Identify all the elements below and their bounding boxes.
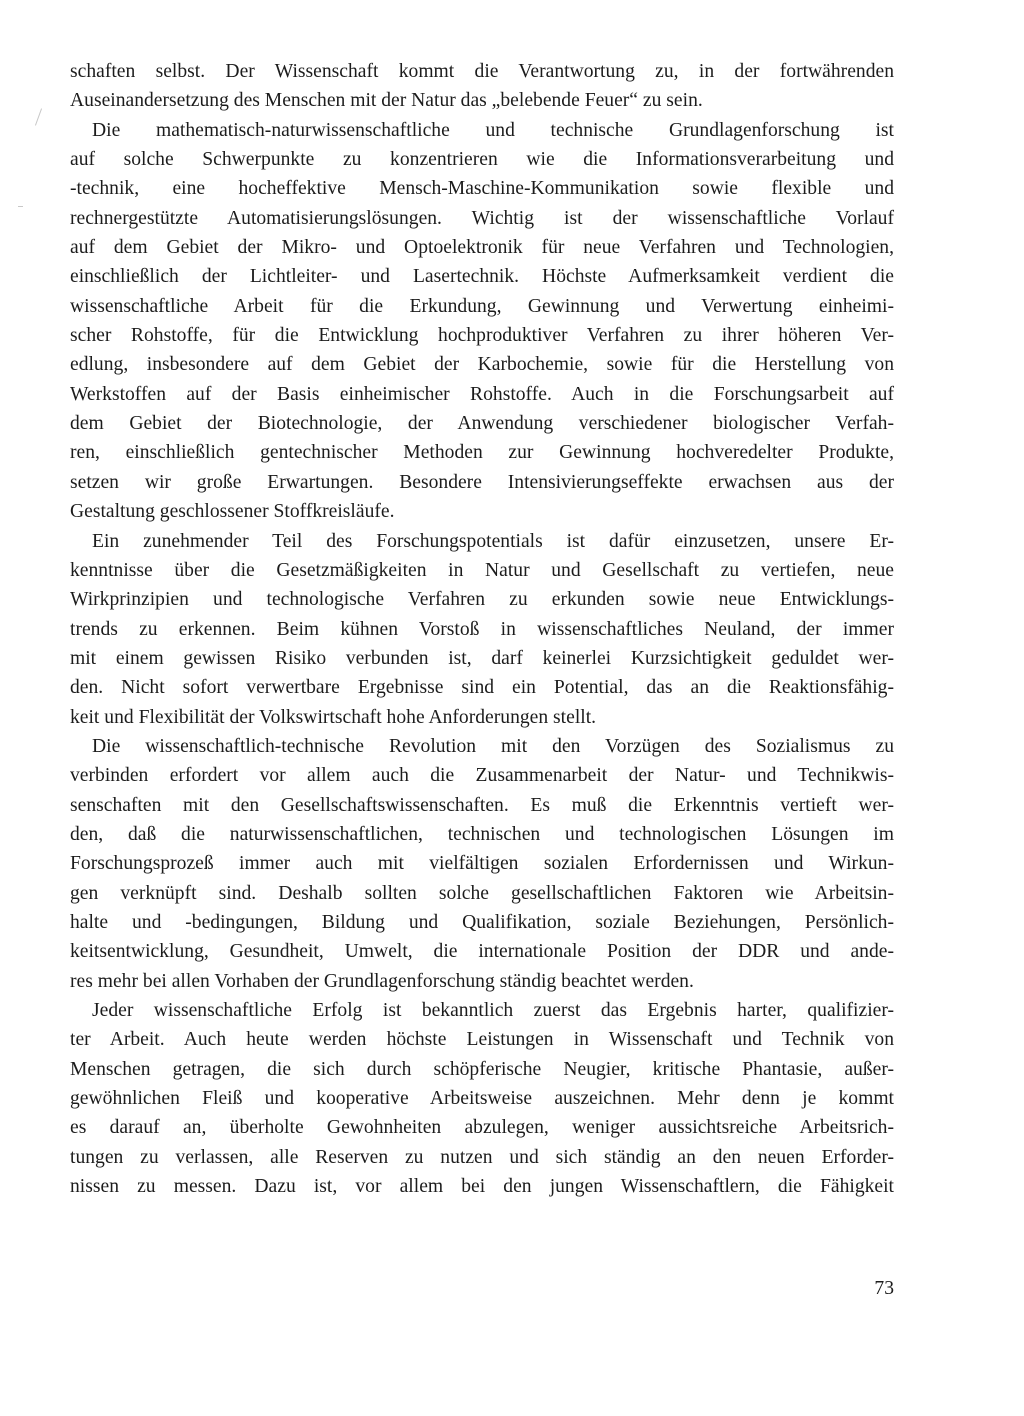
- margin-mark-top: [35, 108, 42, 125]
- text-line: einschließlich der Lichtleiter- und Lasertechnik. Höchste Aufmerksamkeit verdient die: [70, 266, 894, 288]
- text-line: senschaften mit den Gesellschaftswissenschaften. Es muß die Erkenntnis vertieft wer-: [70, 794, 894, 816]
- text-line: Wirkprinzipien und technologische Verfahren zu erkunden sowie neue Entwicklungs-: [70, 589, 894, 611]
- text-line: auf solche Schwerpunkte zu konzentrieren wie die Informationsverarbeitung und: [70, 149, 894, 171]
- text-line: Menschen getragen, die sich durch schöpferische Neugier, kritische Phantasie, außer-: [70, 1058, 894, 1080]
- text-line: tungen zu verlassen, alle Reserven zu nutzen und sich ständig an den neuen Erforder-: [70, 1146, 894, 1168]
- text-line: kenntnisse über die Gesetzmäßigkeiten in Natur und Gesellschaft zu vertiefen, neue: [70, 559, 894, 581]
- text-line: Werkstoffen auf der Basis einheimischer Rohstoffe. Auch in die Forschungsarbeit auf: [70, 383, 894, 405]
- text-line: Die mathematisch-naturwissenschaftliche und technische Grundlagenforschung ist: [92, 119, 894, 141]
- paragraph: [70, 996, 894, 1201]
- text-line: edlung, insbesondere auf dem Gebiet der Karbochemie, sowie für die Herstellung von: [70, 354, 894, 376]
- text-line: den, daß die naturwissenschaftlichen, technischen und technologischen Lösungen im: [70, 823, 894, 845]
- text-line: Forschungsprozeß immer auch mit vielfältigen sozialen Erfordernissen und Wirkun-: [70, 853, 894, 875]
- text-line: Jeder wissenschaftliche Erfolg ist bekanntlich zuerst das Ergebnis harter, qualifizier-: [92, 1000, 894, 1021]
- paragraph: [70, 732, 894, 996]
- paragraph: [70, 57, 894, 116]
- paragraph: [70, 527, 894, 732]
- text-line: es darauf an, überholte Gewohnheiten abzulegen, weniger aussichtsreiche Arbeitsrich-: [70, 1117, 894, 1139]
- text-line: Auseinandersetzung des Menschen mit der Natur das „belebende Feuer“ zu sein.: [70, 90, 703, 112]
- text-line: halte und -bedingungen, Bildung und Qualifikation, soziale Beziehungen, Persönlich-: [70, 911, 894, 933]
- text-line: res mehr bei allen Vorhaben der Grundlagenforschung ständig beachtet werden.: [70, 970, 694, 992]
- text-line: verbinden erfordert vor allem auch die Zusammenarbeit der Natur- und Technikwis-: [70, 765, 894, 787]
- text-line: nissen zu messen. Dazu ist, vor allem bei den jungen Wissenschaftlern, die Fähigkeit: [70, 1176, 894, 1198]
- text-line: wissenschaftliche Arbeit für die Erkundung, Gewinnung und Verwertung einheimi-: [70, 295, 894, 317]
- text-line: keit und Flexibilität der Volkswirtschaft hohe Anforderungen stellt.: [70, 706, 597, 728]
- text-line: Ein zunehmender Teil des Forschungspotentials ist dafür einzusetzen, unsere Er-: [92, 530, 894, 552]
- text-line: Die wissenschaftlich-technische Revolution mit den Vorzügen des Sozialismus zu: [92, 735, 894, 757]
- text-line: den. Nicht sofort verwertbare Ergebnisse sind ein Potential, das an die Reaktionsfähig-: [70, 677, 894, 699]
- text-line: gen verknüpft sind. Deshalb sollten solche gesellschaftlichen Faktoren wie Arbeitsin-: [70, 882, 894, 904]
- paragraph: [70, 116, 894, 527]
- text-line: ter Arbeit. Auch heute werden höchste Leistungen in Wissenschaft und Technik von: [70, 1029, 894, 1051]
- text-line: Gestaltung geschlossener Stoffkreisläufe.: [70, 501, 395, 523]
- text-line: rechnergestützte Automatisierungslösungen. Wichtig ist der wissenschaftliche Vorlauf: [70, 207, 894, 229]
- text-line: ren, einschließlich gentechnischer Methoden zur Gewinnung hochveredelter Produkte,: [70, 442, 894, 464]
- text-line: dem Gebiet der Biotechnologie, der Anwendung verschiedener biologischer Verfah-: [70, 413, 894, 435]
- text-line: schaften selbst. Der Wissenschaft kommt die Verantwortung zu, in der fortwährenden: [70, 61, 894, 82]
- text-line: trends zu erkennen. Beim kühnen Vorstoß in wissenschaftliches Neuland, der immer: [70, 618, 894, 640]
- page-number: 73: [874, 1278, 894, 1299]
- margin-mark-left: [18, 206, 23, 207]
- text-line: mit einem gewissen Risiko verbunden ist, darf keinerlei Kurzsichtigkeit geduldet wer-: [70, 647, 894, 669]
- body-text: [70, 57, 894, 1201]
- text-line: scher Rohstoffe, für die Entwicklung hochproduktiver Verfahren zu ihrer höheren Ver-: [70, 325, 894, 347]
- text-line: keitsentwicklung, Gesundheit, Umwelt, die internationale Position der DDR und ande-: [70, 941, 894, 963]
- text-line: gewöhnlichen Fleiß und kooperative Arbeitsweise auszeichnen. Mehr denn je kommt: [70, 1088, 894, 1110]
- text-line: setzen wir große Erwartungen. Besondere Intensivierungseffekte erwachsen aus der: [70, 471, 894, 493]
- text-line: auf dem Gebiet der Mikro- und Optoelektronik für neue Verfahren und Technologien,: [70, 237, 894, 259]
- text-line: -technik, eine hocheffektive Mensch-Maschine-Kommunikation sowie flexible und: [70, 178, 894, 200]
